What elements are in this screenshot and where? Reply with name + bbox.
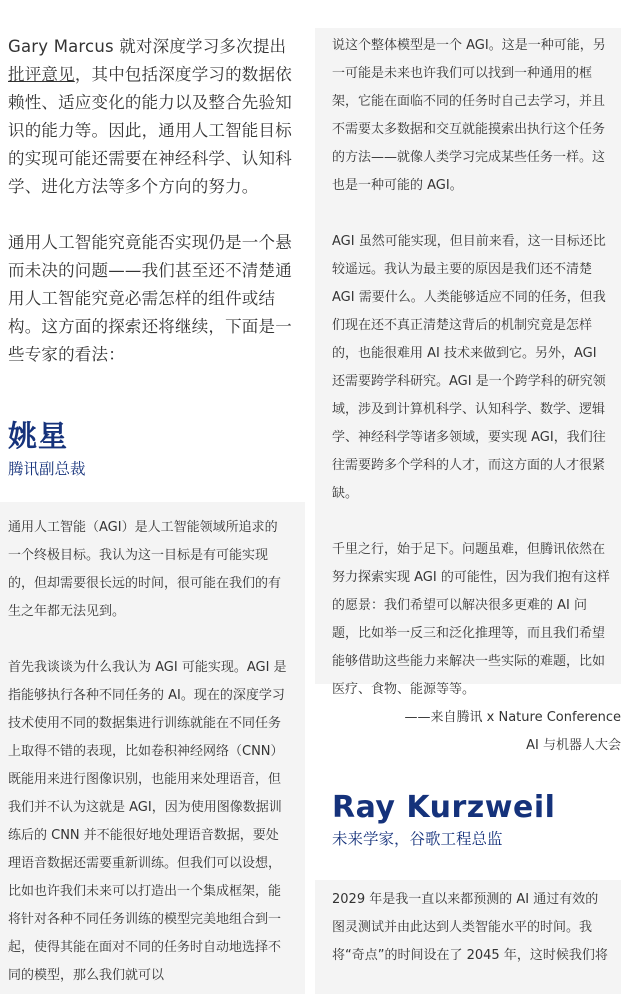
continuation-paragraph-1: 说这个整体模型是一个 AGI。这是一种可能，另一可能是未来也许我们可以找到一种通用的框架，它能在面临不同的任务时自己去学习，并且不需要太多数据和交互就能摸索出执行这个任务的方法——就像人类学习完成某些任务一样。这也是一种可能的 AGI。 [332, 38, 606, 193]
source-line-1: ——来自腾讯 x Nature Conference [404, 710, 621, 725]
intro-section [0, 0, 305, 369]
continuation-paragraph-3: 千里之行，始于足下。问题虽难，但腾讯依然在努力探索实现 AGI 的可能性，因为我们抱有这样的愿景：我们希望可以解决很多更难的 AI 问题，比如举一反三和泛化推理等，而且我们希望能够借助这些能力来解决一些实际的难题，比如医疗、食物、能源等等。 [332, 542, 610, 697]
expert1-paragraph-1: 通用人工智能（AGI）是人工智能领域所追求的一个终极目标。我认为这一目标是有可能实现的，但却需要很长远的时间，很可能在我们的有生之年都无法见到。 [8, 520, 282, 619]
expert1-source [315, 704, 621, 760]
expert1-header [8, 414, 86, 479]
expert2-title: 未来学家，谷歌工程总监 [332, 830, 503, 848]
expert2-quote-box [315, 880, 621, 994]
critique-link[interactable]: 批评意见 [8, 65, 75, 84]
expert1-name: 姚星 [8, 419, 69, 453]
left-column [0, 0, 305, 983]
expert2-paragraph-1: 2029 年是我一直以来都预测的 AI 通过有效的图灵测试并由此达到人类智能水平的时间。我将“奇点”的时间设在了 2045 年，这时候我们将 [332, 892, 608, 963]
expert2-header [332, 790, 555, 849]
expert1-paragraph-2: 首先我谈谈为什么我认为 AGI 可能实现。AGI 是指能够执行各种不同任务的 AI。现在的深度学习技术使用不同的数据集进行训练就能在不同任务上取得不错的表现，比如卷积神经网络（CNN）既能用来进行图像识别，也能用来处理语音，但我们并不认为这就是 AGI，因为使用图像数据训练后的 CNN 并不能很好地处理语音数据，要处理语音数据还需要重新训练。但我们可以设想，比如也许我们未来可以打造出一个集成框架，能将针对各种不同任务训练的模型完美地组合到一起，使得其能在面对不同的任务时自动地选择不同的模型，那么我们就可以 [8, 660, 287, 983]
expert1-title: 腾讯副总裁 [8, 460, 86, 478]
intro-paragraph-2: 通用人工智能究竟能否实现仍是一个悬而未决的问题——我们甚至还不清楚通用人工智能究竟必需怎样的组件或结构。这方面的探索还将继续，下面是一些专家的看法： [8, 233, 292, 364]
expert1-quote-continuation [315, 28, 621, 697]
expert1-quote-box [0, 502, 305, 994]
expert2-name: Ray Kurzweil [332, 790, 556, 825]
source-line-2: AI 与机器人大会 [526, 738, 621, 753]
continuation-paragraph-2: AGI 虽然可能实现，但目前来看，这一目标还比较遥远。我认为最主要的原因是我们还不清楚 AGI 需要什么。人类能够适应不同的任务，但我们现在还不真正清楚这背后的机制究竟是怎样的，也能很难用 AI 技术来做到它。另外，AGI 还需要跨学科研究。AGI 是一个跨学科的研究领域，涉及到计算机科学、认知科学、数学、逻辑学、神经科学等诸多领域，要实现 AGI，我们往往需要跨多个学科的人才，而这方面的人才很紧缺。 [332, 234, 606, 501]
intro-paragraph-1: Gary Marcus 就对深度学习多次提出批评意见，其中包括深度学习的数据依赖性、适应变化的能力以及整合先验知识的能力等。因此，通用人工智能目标的实现可能还需要在神经科学、认知科学、进化方法等多个方向的努力。 [8, 37, 292, 196]
